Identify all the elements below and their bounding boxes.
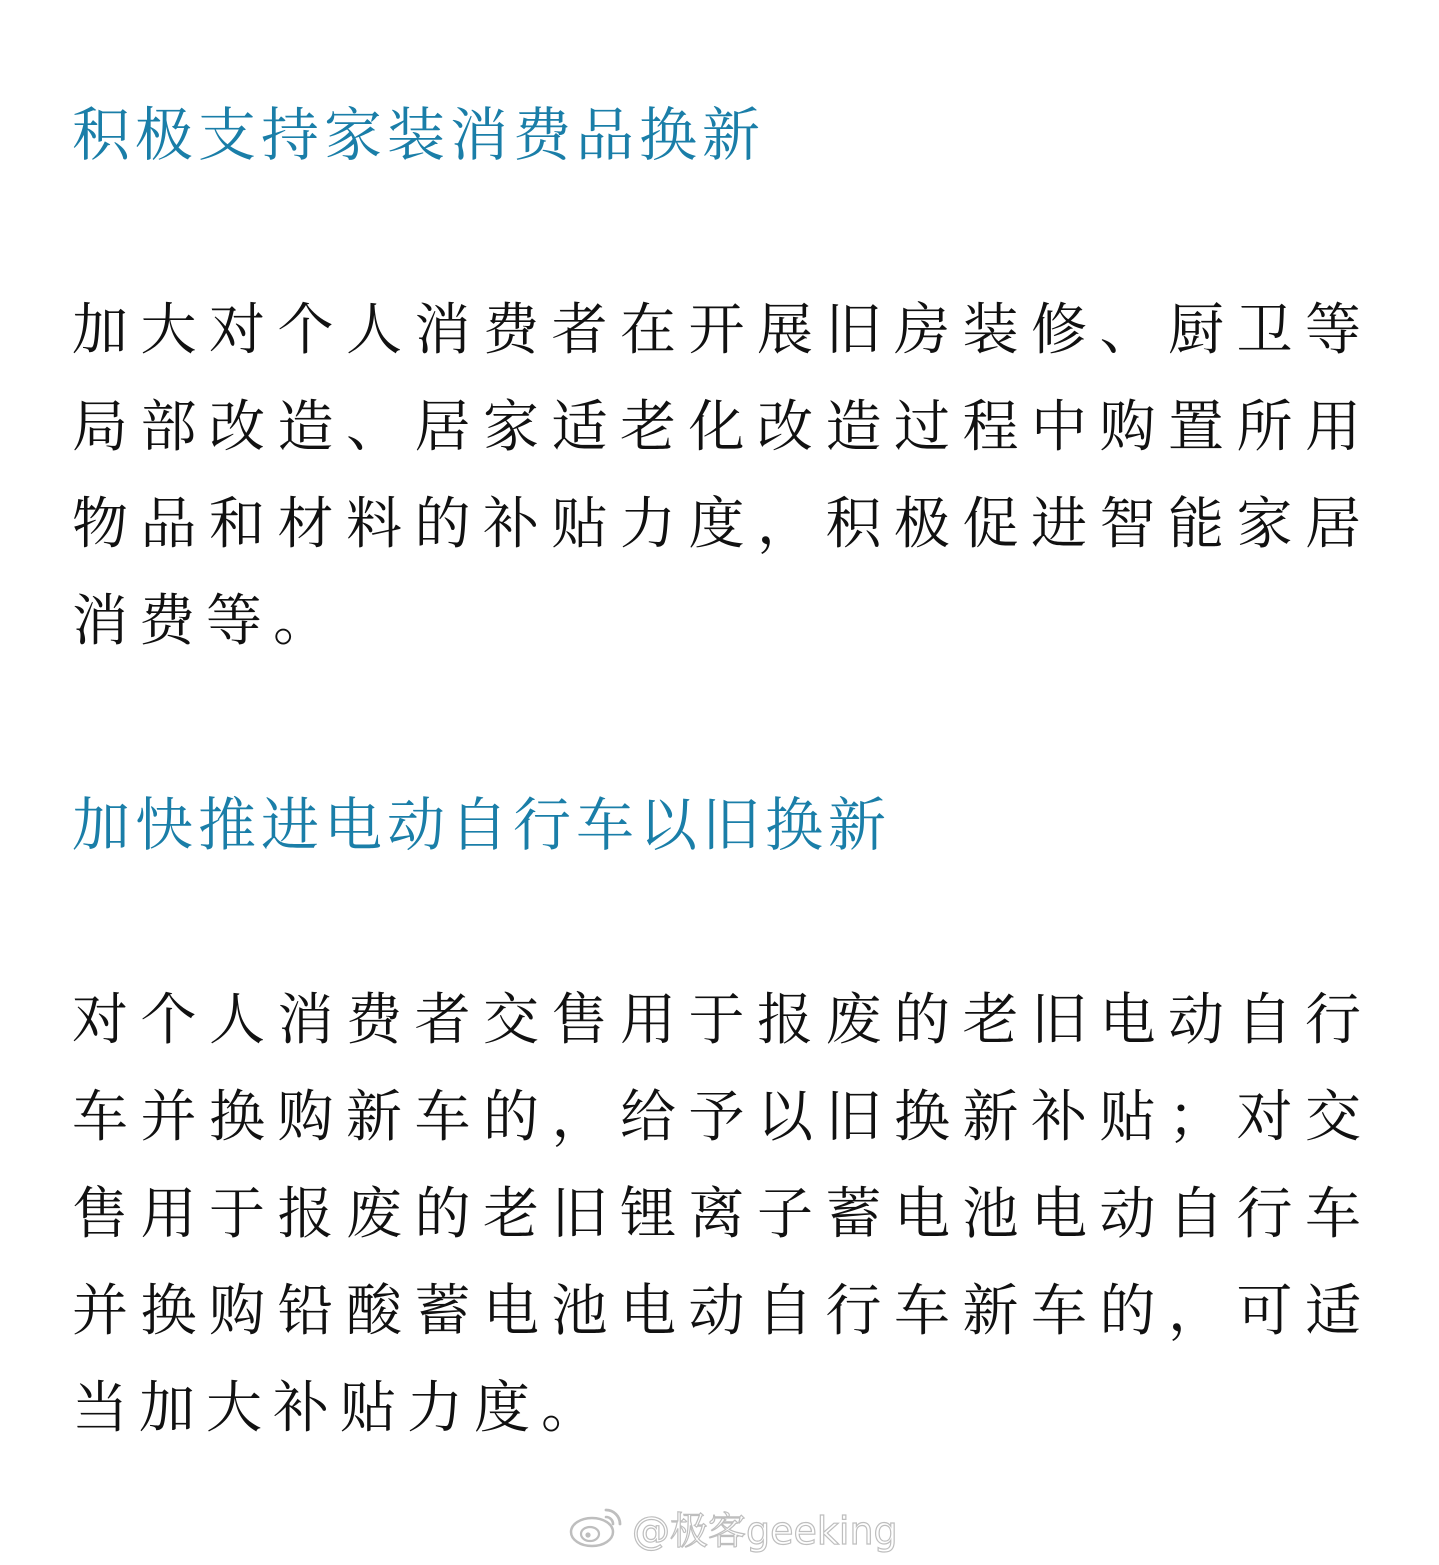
section-body-e-bike: 对个人消费者交售用于报废的老旧电动自行车并换购新车的，给予以旧换新补贴；对交售用于报废的老旧锂离子蓄电池电动自行车并换购铅酸蓄电池电动自行车新车的，可适当加大补贴力度。 (72, 988, 1372, 1441)
weibo-logo-icon (568, 1504, 624, 1550)
watermark-text: @极客geeking (632, 1508, 898, 1553)
watermark (568, 1502, 898, 1552)
section-body-home-furnishing: 加大对个人消费者在开展旧房装修、厨卫等局部改造、居家适老化改造过程中购置所用物品和材料的补贴力度，积极促进智能家居消费等。 (72, 298, 1372, 654)
section-heading-home-furnishing: 积极支持家装消费品换新 (72, 101, 766, 169)
section-heading-e-bike: 加快推进电动自行车以旧换新 (72, 791, 892, 859)
